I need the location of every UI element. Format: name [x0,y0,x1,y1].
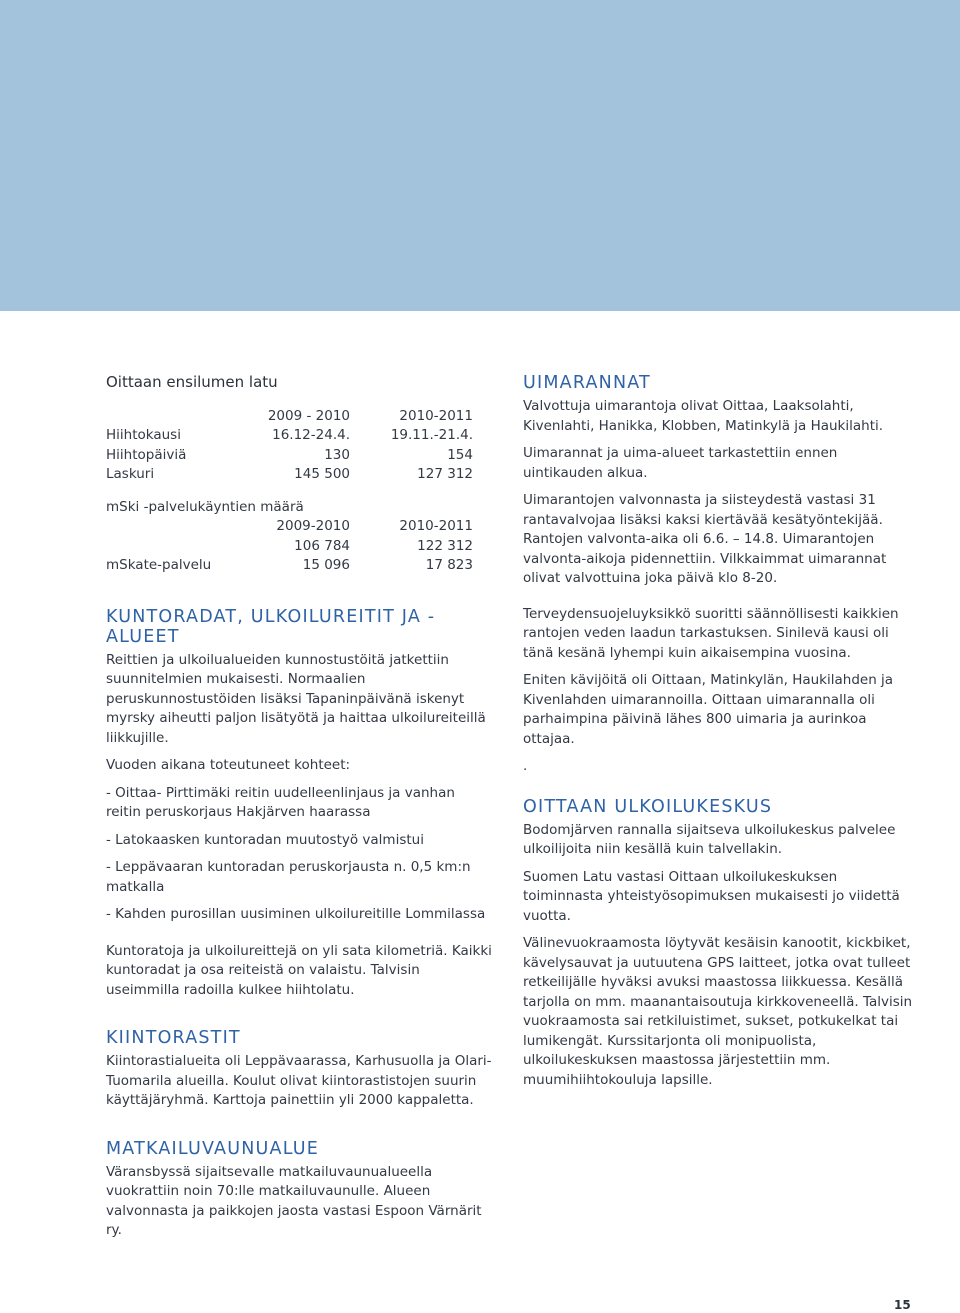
stats-header-row [106,407,494,427]
stats-table [106,407,494,576]
uimarannat-heading: UIMARANNAT [523,373,651,393]
matkailuvaunualue-heading: MATKAILUVAUNUALUE [106,1138,320,1159]
list-item: - Leppävaaran kuntoradan peruskorjausta n. 0,5 km:n matkalla [106,859,471,895]
paragraph: Valvottuja uimarantoja olivat Oittaa, Laaksolahti, Kivenlahti, Hanikka, Klobben, Matinkylä ja Haukilahti. [523,398,884,434]
mskate-row: mSkate-palvelu 15 096 17 823 [106,557,473,573]
paragraph: Kiintorastialueita oli Leppävaarassa, Karhusuolla ja Olari-Tuomarila alueilla. Koulut olivat kiintorastistojen suurin käyttäjäryhmä. Karttoja painettiin yli 2000 kappaletta. [106,1053,492,1108]
list-item: - Latokaasken kuntoradan muutostyö valmistui [106,831,424,848]
paragraph: Kuntoratoja ja ulkoilureittejä on yli sata kilometriä. Kaikki kuntoradat ja osa reiteistä on valaistu. Talvisin useimmilla radoilla kulkee hiihtolatu. [106,942,492,998]
paragraph: . [523,758,528,774]
mski-label-row: mSki -palvelukäyntien määrä [106,498,304,515]
paragraph: Uimarantojen valvonnasta ja siisteydestä vastasi 31 rantavalvojaa lisäksi kaksi kiertävää kesätyöntekijää. Rantojen valvonta-aika oli 6.6. – 14.8. Uimarantojen valvonta-aikoja pidennettiin. Vilkkaimmat uimarannat olivat valvottuina joka päivä klo 8-20. [523,492,887,586]
paragraph: Uimarannat ja uima-alueet tarkastettiin ennen uintikauden alkua. [523,445,838,481]
stats-row: Laskuri 145 500 127 312 [106,466,473,482]
header-banner [0,0,960,311]
kiintorastit-heading: KIINTORASTIT [106,1028,241,1048]
stats-row: Hiihtopäiviä 130 154 [106,446,473,463]
kuntoradat-heading: KUNTORADAT, ULKOILUREITIT JA -ALUEET [106,606,436,647]
page-number: 15 [894,1298,911,1312]
mski-values-row: 106 784 122 312 [294,537,473,554]
paragraph: Terveydensuojeluyksikkö suoritti säännöllisesti kaikkien rantojen veden laadun tarkastuksen. Sinilevä kausi oli tänä kesänä lyhempi kuin aikaisempina vuosina. [523,605,899,661]
ulkoilukeskus-heading: OITTAAN ULKOILUKESKUS [523,796,773,817]
paragraph: Välinevuokraamosta löytyvät kesäisin kanootit, kickbiket, kävelysauvat ja uutuutena GPS laitteet, jotka ovat tulleet retkeilijälle hyväksi avuksi maastossa liikkuessa. Kesällä tarjolla on mm. maanantaisoutuja kirkkoveneellä. Talvisin vuokraamosta sai retkiluistimet, sukset, potkukelkat tai lumikengät. Kurssitarjonta oli monipuolista, ulkoilukeskuksen maastossa järjestettiin mm. muumihiihtokouluja lapsille. [523,935,913,1088]
paragraph: Bodomjärven rannalla sijaitseva ulkoilukeskus palvelee ulkoilijoita niin kesällä kuin talvellakin. [523,821,896,857]
paragraph: Reittien ja ulkoilualueiden kunnostustöitä jatkettiin suunnitelmien mukaisesti. Normaalien peruskunnostustöiden lisäksi Tapaninpäivänä iskenyt myrsky aiheutti paljon lisätyötä ja haittaa ulkoilureiteillä liikkujille. [106,651,486,746]
stats-row: Hiihtokausi 16.12-24.4. 19.11.-21.4. [106,427,473,443]
mski-header-row: 2009-2010 2010-2011 [276,518,473,534]
season-header-1: 2009 - 2010 [267,407,350,424]
list-item: - Oittaa- Pirttimäki reitin uudelleenlinjaus ja vanhan reitin peruskorjaus Hakjärven haarassa [106,784,455,820]
paragraph: Suomen Latu vastasi Oittaan ulkoilukeskuksen toiminnasta yhteistyösopimuksen mukaisesti jo viidettä vuotta. [523,868,900,924]
stats-title: Oittaan ensilumen latu [106,373,278,391]
right-column [523,373,913,1098]
season-header-2: 2010-2011 [399,407,473,424]
list-item: - Kahden purosillan uusiminen ulkoilureitille Lommilassa [106,906,486,922]
paragraph: Väransbyssä sijaitsevalle matkailuvaunualueella vuokrattiin noin 70:lle matkailuvaunulle. Alueen valvonnasta ja paikkojen jaosta vastasi Espoon Värnärit ry. [106,1163,482,1238]
paragraph: Vuoden aikana toteutuneet kohteet: [106,757,351,773]
left-column [106,373,494,1249]
paragraph: Eniten kävijöitä oli Oittaan, Matinkylän, Haukilahden ja Kivenlahden uimarannoilla. Oittaan uimarannalla oli parhaimpina päivinä lähes 800 uimaria ja aurinkoa ottajaa. [523,672,894,747]
